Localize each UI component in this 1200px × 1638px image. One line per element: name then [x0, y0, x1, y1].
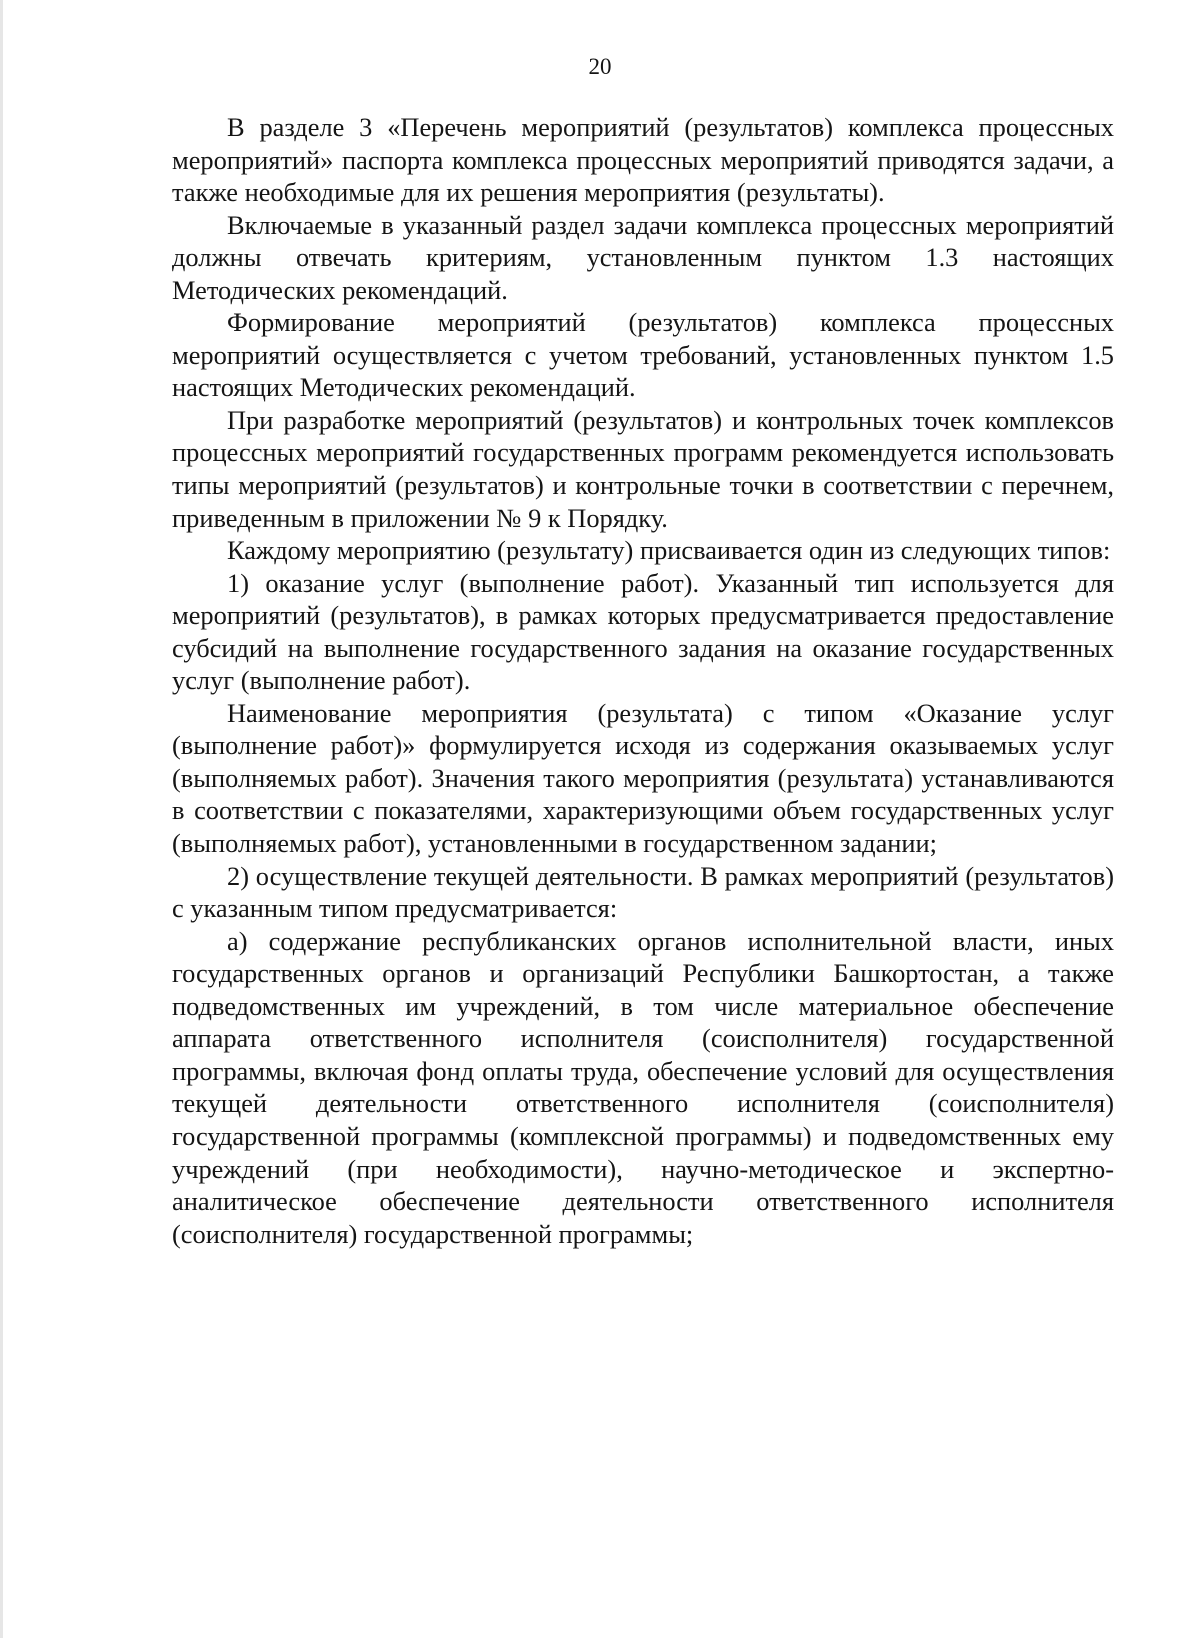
page-number: 20 — [588, 54, 612, 79]
paragraph-type-1-services: 1) оказание услуг (выполнение работ). Указанный тип используется для мероприятий (результатов), в рамках которых предусматривается предоставление субсидий на выполнение государственного задания на оказание государственных услуг (выполнение работ). — [172, 567, 1114, 696]
paragraph-measures-formation: Формирование мероприятий (результатов) комплекса процессных мероприятий осуществляется с учетом требований, установленных пунктом 1.5 настоящих Методических рекомендаций. — [172, 307, 1114, 403]
paragraph-section-3-intro: В разделе 3 «Перечень мероприятий (результатов) комплекса процессных мероприятий» паспорта комплекса процессных мероприятий приводятся задачи, а также необходимые для их решения мероприятия (результаты). — [172, 112, 1114, 208]
scan-edge — [0, 0, 3, 1638]
paragraph-tasks-criteria: Включаемые в указанный раздел задачи комплекса процессных мероприятий должны отвечать критериям, установленным пунктом 1.3 настоящих Методических рекомендаций. — [172, 209, 1114, 305]
paragraph-types-intro: Каждому мероприятию (результату) присваивается один из следующих типов: — [227, 535, 1111, 566]
paragraph-development-recommendation: При разработке мероприятий (результатов) и контрольных точек комплексов процессных мероприятий государственных программ рекомендуется использовать типы мероприятий (результатов) и контрольные точки в соответствии с перечнем, приведенным в приложении № 9 к Порядку. — [172, 404, 1114, 533]
document-body — [172, 111, 1114, 1250]
paragraph-type-1-naming: Наименование мероприятия (результата) с типом «Оказание услуг (выполнение работ)» формулируется исходя из содержания оказываемых услуг (выполняемых работ). Значения такого мероприятия (результата) устанавливаются в соответствии с показателями, характеризующими объем государственных услуг (выполняемых работ), установленными в государственном задании; — [172, 697, 1114, 859]
paragraph-type-2-current-activity: 2) осуществление текущей деятельности. В рамках мероприятий (результатов) с указанным типом предусматривается: — [172, 860, 1114, 924]
paragraph-type-2-item-a: а) содержание республиканских органов исполнительной власти, иных государственных органов и организаций Республики Башкортостан, а также подведомственных им учреждений, в том числе материальное обеспечение аппарата ответственного исполнителя (соисполнителя) государственной программы, включая фонд оплаты труда, обеспечение условий для осуществления текущей деятельности ответственного исполнителя (соисполнителя) государственной программы (комплексной программы) и подведомственных ему учреждений (при необходимости), научно-методическое и экспертно-аналитическое обеспечение деятельности ответственного исполнителя (соисполнителя) государственной программы; — [172, 925, 1114, 1249]
